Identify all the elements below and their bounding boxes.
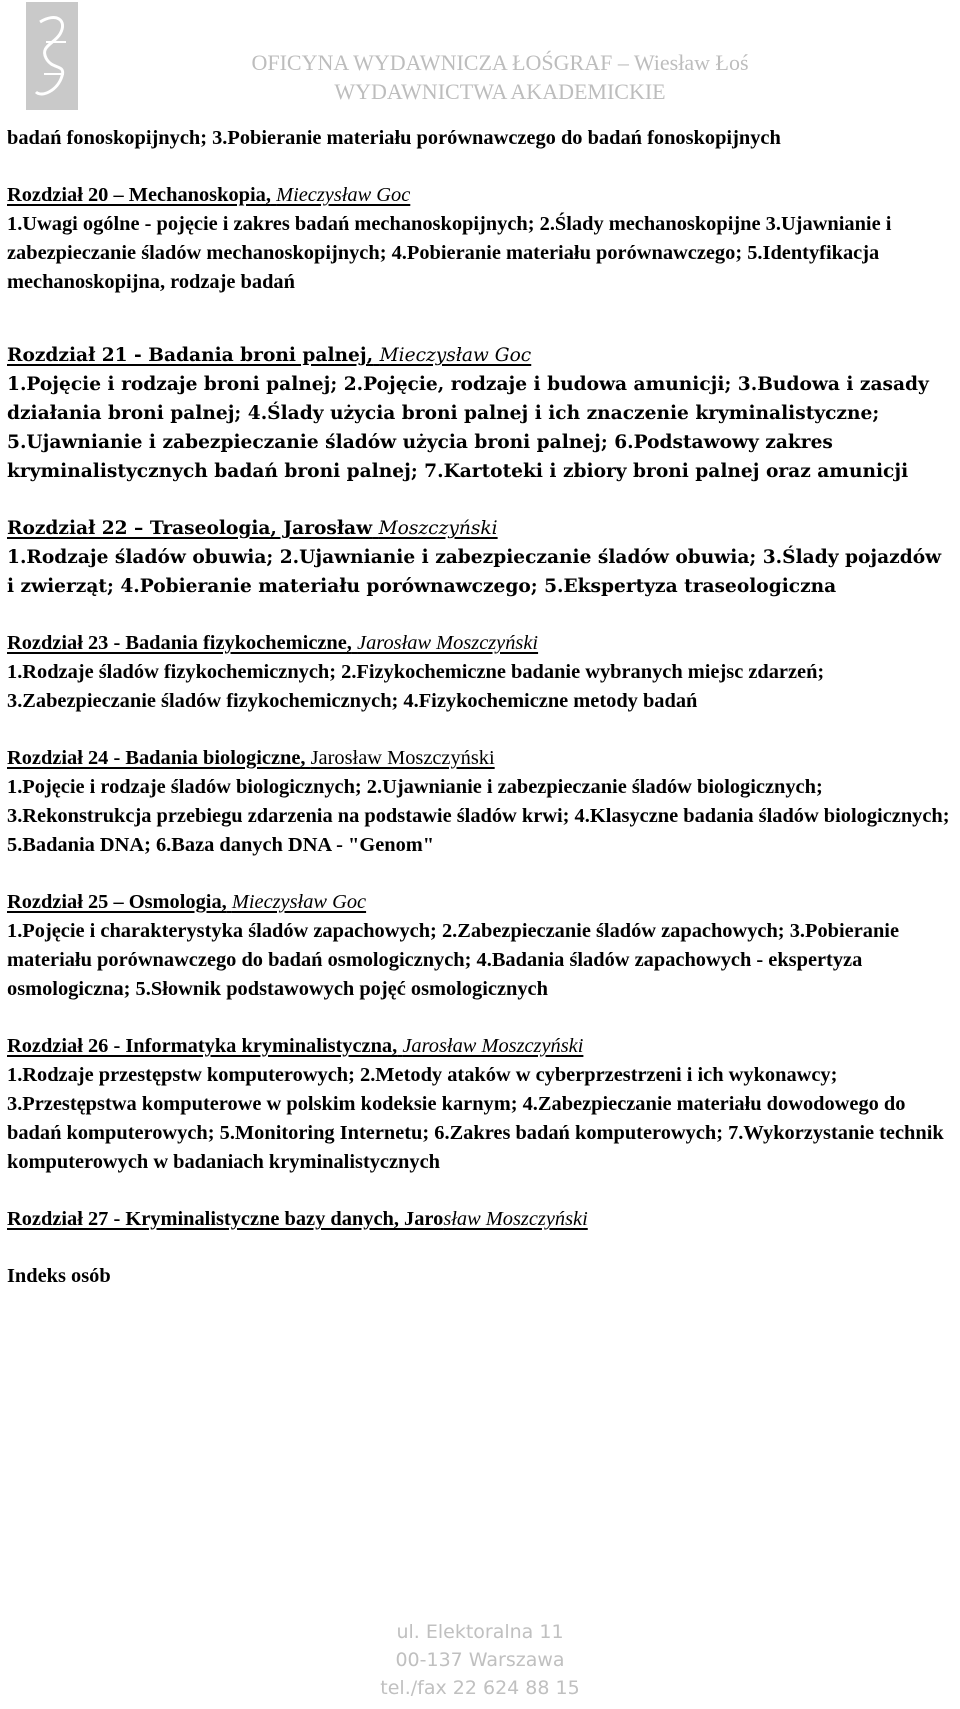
chapter-22-heading: Rozdział 22 – Traseologia, Jarosław Moszczyński bbox=[7, 518, 498, 539]
index-label: Indeks osób bbox=[7, 1265, 111, 1287]
chapter-24-heading: Rozdział 24 - Badania biologiczne, Jarosław Moszczyński bbox=[7, 747, 495, 769]
chapter-23-content: 1.Rodzaje śladów fizykochemicznych; 2.Fizykochemiczne badanie wybranych miejsc zdarzeń; 3.Zabezpieczanie śladów fizykochemicznych; 4.Fizykochemiczne metody badań bbox=[7, 661, 825, 712]
footer-phone: tel./fax 22 624 88 15 bbox=[380, 1677, 580, 1699]
chapter-20-author: Mieczysław Goc bbox=[276, 184, 411, 206]
table-of-contents bbox=[7, 124, 953, 1291]
chapter-26-author: Jarosław Moszczyński bbox=[402, 1035, 584, 1057]
chapter-23-author: Jarosław Moszczyński bbox=[357, 632, 539, 654]
chapter-23-heading: Rozdział 23 - Badania fizykochemiczne, Jarosław Moszczyński bbox=[7, 632, 539, 654]
chapter-21-content: 1.Pojęcie i rodzaje broni palnej; 2.Pojęcie, rodzaje i budowa amunicji; 3.Budowa i zasady działania broni palnej; 4.Ślady użycia broni palnej i ich znaczenie kryminalistyczne; 5.Ujawnianie i zabezpieczanie śladów użycia broni palnej; 6.Podstawowy zakres kryminalistycznych badań broni palnej; 7.Kartoteki i zbiory broni palnej oraz amunicji bbox=[7, 374, 929, 482]
footer-city: 00-137 Warszawa bbox=[395, 1649, 565, 1671]
chapter-20-heading: Rozdział 20 – Mechanoskopia, Mieczysław Goc bbox=[7, 184, 411, 206]
chapter-24-author: Jarosław Moszczyński bbox=[310, 747, 495, 769]
chapter-27-author: sław Moszczyński bbox=[443, 1208, 588, 1230]
publisher-subtitle: WYDAWNICTWA AKADEMICKIE bbox=[334, 79, 666, 104]
footer-address: ul. Elektoralna 11 bbox=[396, 1621, 564, 1643]
publisher-logo bbox=[26, 2, 78, 110]
chapter-22-content: 1.Rodzaje śladów obuwia; 2.Ujawnianie i zabezpieczanie śladów obuwia; 3.Ślady pojazdów i zwierząt; 4.Pobieranie materiału porównawczego; 5.Ekspertyza traseologiczna bbox=[7, 547, 942, 597]
intro-text: badań fonoskopijnych; 3.Pobieranie materiału porównawczego do badań fonoskopijnych bbox=[7, 127, 781, 149]
chapter-25-author: Mieczysław Goc bbox=[231, 891, 367, 913]
publisher-footer bbox=[300, 1618, 660, 1702]
publisher-header bbox=[180, 48, 820, 106]
publisher-name: OFICYNA WYDAWNICZA ŁOŚGRAF – Wiesław Łoś bbox=[251, 50, 749, 75]
chapter-25-heading: Rozdział 25 – Osmologia, Mieczysław Goc bbox=[7, 891, 367, 913]
logo-monogram-icon bbox=[26, 2, 78, 110]
chapter-22-author: Moszczyński bbox=[378, 518, 498, 539]
chapter-26-content: 1.Rodzaje przestępstw komputerowych; 2.Metody ataków w cyberprzestrzeni i ich wykonawcy; 3.Przestępstwa komputerowe w polskim kodeksie karnym; 4.Zabezpieczanie materiału dowodowego do badań komputerowych; 5.Monitoring Internetu; 6.Zakres badań komputerowych; 7.Wykorzystanie technik komputerowych w badaniach kryminalistycznych bbox=[7, 1064, 944, 1173]
chapter-21-author: Mieczysław Goc bbox=[379, 345, 532, 366]
chapter-27-heading: Rozdział 27 - Kryminalistyczne bazy danych, Jarosław Moszczyński bbox=[7, 1208, 588, 1230]
chapter-20-content: 1.Uwagi ogólne - pojęcie i zakres badań mechanoskopijnych; 2.Ślady mechanoskopijne 3.Ujawnianie i zabezpieczanie śladów mechanoskopijnych; 4.Pobieranie materiału porównawczego; 5.Identyfikacja mechanoskopijna, rodzaje badań bbox=[7, 213, 892, 293]
chapter-21-heading: Rozdział 21 - Badania broni palnej, Mieczysław Goc bbox=[7, 345, 532, 366]
chapter-26-heading: Rozdział 26 - Informatyka kryminalistyczna, Jarosław Moszczyński bbox=[7, 1035, 584, 1057]
chapter-24-content: 1.Pojęcie i rodzaje śladów biologicznych; 2.Ujawnianie i zabezpieczanie śladów biologicznych; 3.Rekonstrukcja przebiegu zdarzenia na podstawie śladów krwi; 4.Klasyczne badania śladów biologicznych; 5.Badania DNA; 6.Baza danych DNA - "Genom" bbox=[7, 776, 950, 856]
chapter-25-content: 1.Pojęcie i charakterystyka śladów zapachowych; 2.Zabezpieczanie śladów zapachowych; 3.Pobieranie materiału porównawczego do badań osmologicznych; 4.Badania śladów zapachowych - ekspertyza osmologiczna; 5.Słownik podstawowych pojęć osmologicznych bbox=[7, 920, 900, 1000]
